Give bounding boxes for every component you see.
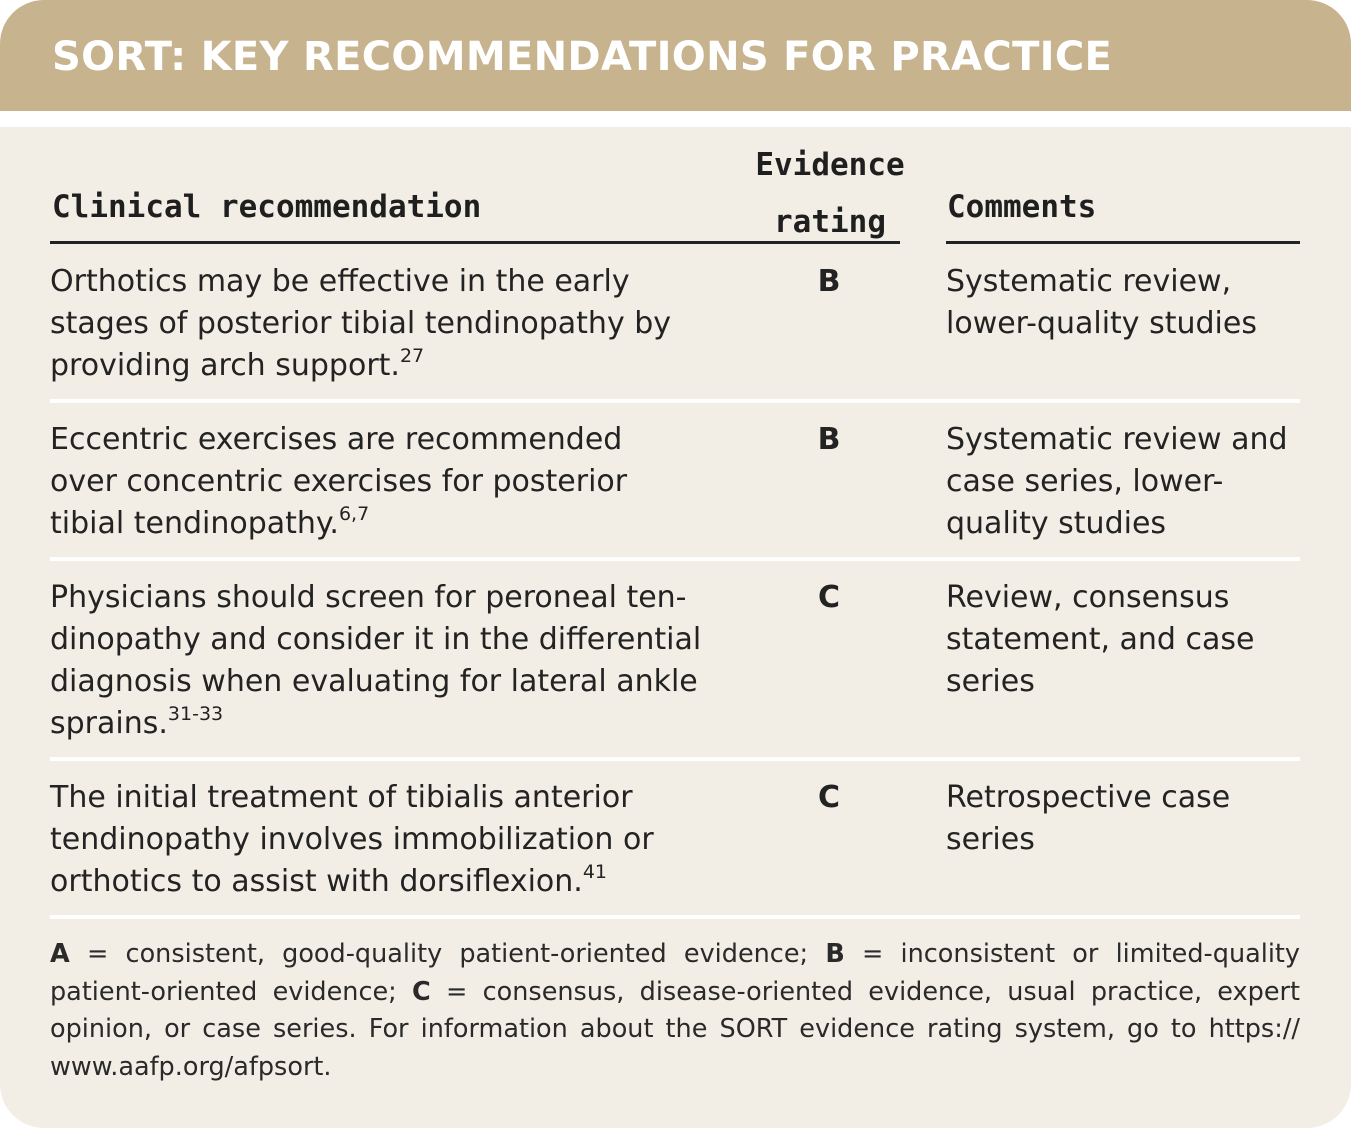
footnote-line-2 xyxy=(50,974,1300,1012)
rating-key-a-text: = consistent, good-quality patient-oriented evidence; xyxy=(69,939,826,969)
table-row-3-rating: C xyxy=(817,580,841,615)
row-divider xyxy=(50,757,1300,761)
comment-line: Review, consensus xyxy=(946,580,1230,615)
rating-key-b: B xyxy=(825,939,845,969)
rec-line: over concentric exercises for posterior xyxy=(50,464,628,499)
table-row-3-recommendation xyxy=(50,577,701,745)
footnote-line-1 xyxy=(50,936,1300,974)
comment-line: case series, lower- xyxy=(946,464,1224,499)
comment-line: series xyxy=(946,664,1035,699)
footnote-line-4: www.aafp.org/afpsort. xyxy=(50,1051,332,1082)
rec-line: Orthotics may be effective in the early xyxy=(50,264,630,299)
rec-line: stages of posterior tibial tendinopathy by xyxy=(50,306,672,341)
row-divider xyxy=(50,557,1300,561)
comment-line: lower-quality studies xyxy=(946,306,1257,341)
rating-key-c-text: = consensus, disease-oriented evidence, usual practice, expert xyxy=(430,976,1300,1007)
table-row-4-comments xyxy=(946,777,1230,861)
comment-line: statement, and case xyxy=(946,622,1255,657)
reference-superscript: 41 xyxy=(582,861,608,883)
reference-superscript: 31-33 xyxy=(167,703,224,725)
rec-line: orthotics to assist with dorsiflexion. xyxy=(50,864,583,899)
column-header-rating-line2: rating xyxy=(774,204,886,240)
column-header-rating-line1: Evidence xyxy=(755,147,905,183)
rating-key-a: A xyxy=(50,939,70,969)
comment-line: Retrospective case xyxy=(946,780,1231,815)
title-bar xyxy=(0,0,1351,111)
column-header-recommendation: Clinical recommendation xyxy=(52,189,482,225)
rec-line: diagnosis when evaluating for lateral ankle xyxy=(50,664,698,699)
rating-key-c: C xyxy=(412,976,431,1007)
table-row-2-rating: B xyxy=(817,422,841,457)
rec-line: dinopathy and consider it in the differential xyxy=(50,622,702,657)
table-row-2-comments xyxy=(946,419,1288,545)
rating-key-footnote xyxy=(50,936,1300,1086)
rec-line: Eccentric exercises are recommended xyxy=(50,422,623,457)
row-divider xyxy=(50,915,1300,919)
table-row-1-comments xyxy=(946,261,1257,345)
rec-line: tibial tendinopathy. xyxy=(50,506,339,541)
column-header-rating xyxy=(740,145,920,242)
reference-superscript: 6,7 xyxy=(338,503,370,525)
comment-line: Systematic review and xyxy=(946,422,1288,457)
rating-key-b-text: = inconsistent or limited-quality xyxy=(844,939,1300,969)
header-rule-left xyxy=(50,241,900,244)
table-row-2-recommendation xyxy=(50,419,627,545)
comment-line: series xyxy=(946,822,1035,857)
rec-line: tendinopathy involves immobilization or xyxy=(50,822,654,857)
table-row-1-rating: B xyxy=(817,264,841,299)
rec-line: providing arch support. xyxy=(50,348,400,383)
footnote-text: patient-oriented evidence; xyxy=(50,976,413,1007)
rec-line: Physicians should screen for peroneal ten- xyxy=(50,580,687,615)
column-header-comments: Comments xyxy=(947,189,1097,225)
row-divider xyxy=(50,399,1300,403)
footnote-line-3: opinion, or case series. For information about the SORT evidence rating system, go to https:// xyxy=(50,1014,1300,1044)
table-row-4-recommendation xyxy=(50,777,654,903)
header-rule-right xyxy=(946,241,1300,244)
rec-line: sprains. xyxy=(50,706,168,741)
header-divider xyxy=(0,111,1351,127)
table-title: SORT: KEY RECOMMENDATIONS FOR PRACTICE xyxy=(52,34,1113,80)
comment-line: quality studies xyxy=(946,506,1167,541)
table-row-3-comments xyxy=(946,577,1254,703)
table-row-4-rating: C xyxy=(817,780,841,815)
comment-line: Systematic review, xyxy=(946,264,1232,299)
reference-superscript: 27 xyxy=(399,345,425,367)
rec-line: The initial treatment of tibialis anterior xyxy=(50,780,633,815)
table-row-1-recommendation xyxy=(50,261,671,387)
